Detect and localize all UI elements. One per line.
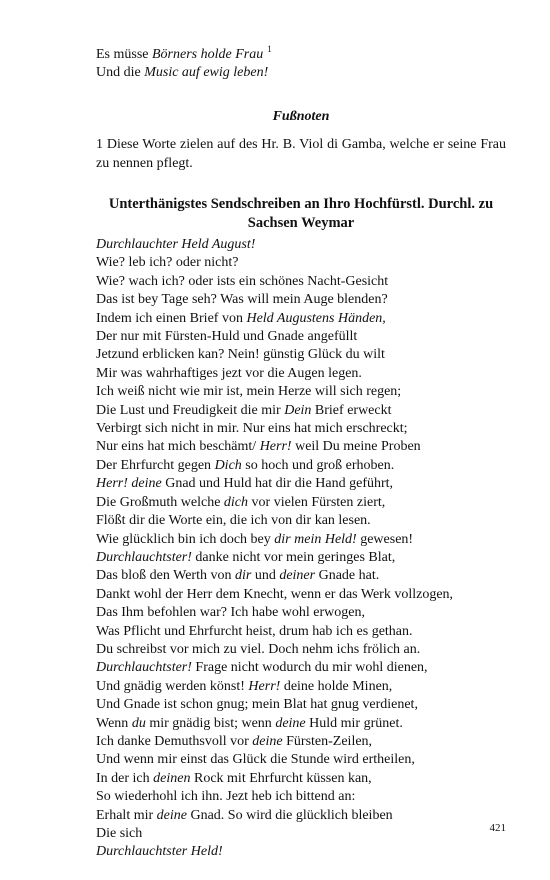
poem-line (96, 807, 453, 825)
text-run: Mir was wahrhaftiges jezt vor die Augen legen. (96, 365, 362, 381)
poem-line (96, 678, 453, 696)
poem-line (96, 475, 453, 493)
text-run: Herr! (259, 439, 292, 455)
text-run: Brief erweckt (311, 402, 392, 418)
poem-line (96, 328, 453, 346)
text-run: Und die (96, 65, 145, 81)
poem-line (96, 254, 453, 272)
text-run: und (251, 568, 280, 584)
text-run: Rock mit Ehrfurcht küssen kan, (190, 770, 372, 786)
poem-line (96, 825, 453, 843)
poem-line (96, 715, 453, 733)
text-run: Durchlauchtster Held! (96, 844, 223, 860)
text-run: Held Augustens Händen, (246, 310, 386, 326)
poem-line (96, 641, 453, 659)
text-run: deinen (153, 770, 191, 786)
text-run: Verbirgt sich nicht in mir. Nur eins hat mich erschreckt; (96, 421, 408, 437)
top-verse (96, 46, 272, 83)
text-run: Gnad. So wird die glücklich bleiben (186, 807, 393, 823)
footnote-text: 1 Diese Worte zielen auf des Hr. B. Viol di Gamba, welche er seine Frau zu nennen pflegt. (96, 137, 506, 171)
text-run: weil Du meine Proben (291, 439, 421, 455)
poem-line (96, 770, 453, 788)
text-run: Flößt dir die Worte ein, die ich von dir kan lesen. (96, 513, 371, 529)
poem-line (96, 365, 453, 383)
text-run: deine (252, 733, 283, 749)
text-run: Dich (214, 457, 242, 473)
text-run: Du schreibst vor mich zu viel. Doch nehm ichs frölich an. (96, 641, 421, 657)
text-run: deiner (279, 568, 316, 584)
text-run: Ich danke Demuthsvoll vor (96, 733, 253, 749)
text-run: Durchlauchter Held August! (96, 237, 256, 252)
text-run: Der Ehrfurcht gegen (96, 457, 215, 473)
poem-line (96, 273, 453, 291)
poem-body (96, 236, 453, 862)
text-run: mir gnädig bist; wenn (145, 715, 276, 731)
text-run: gewesen! (356, 531, 414, 547)
text-run: Wie? wach ich? oder ists ein schönes Nacht-Gesicht (96, 273, 389, 289)
poem-line (96, 310, 453, 328)
poem-line (96, 549, 453, 567)
text-run: Die sich (96, 826, 143, 841)
text-run: Ich weiß nicht wie mir ist, mein Herze will sich regen; (96, 384, 402, 400)
text-run: Durchlauchtster! (96, 660, 192, 676)
text-run: Dein (284, 402, 312, 418)
text-run: so hoch und groß erhoben. (241, 457, 395, 473)
poem-line (96, 383, 453, 401)
text-run: Fürsten-Zeilen, (282, 733, 373, 749)
poem-line (96, 236, 453, 254)
text-run: Der nur mit Fürsten-Huld und Gnade angefüllt (96, 329, 358, 345)
text-run: Wenn (96, 715, 132, 731)
text-run: dir (234, 568, 252, 584)
text-run: deine holde Minen, (280, 678, 393, 694)
text-run: Und wenn mir einst das Glück die Stunde wird ertheilen, (96, 752, 415, 768)
text-run: du (131, 715, 146, 731)
text-run: Wie? leb ich? oder nicht? (96, 255, 239, 271)
poem-line (96, 291, 453, 309)
text-run: Das Ihm befohlen war? Ich habe wohl erwogen, (96, 605, 366, 621)
text-run: Huld mir grünet. (305, 715, 403, 731)
poem-line (96, 604, 453, 622)
poem-line (96, 659, 453, 677)
page-number: 421 (489, 822, 506, 834)
poem-line (96, 512, 453, 530)
poem-line (96, 623, 453, 641)
poem-line (96, 696, 453, 714)
text-run: Das bloß den Werth von (96, 568, 235, 584)
text-run: Die Lust und Freudigkeit die mir (96, 402, 285, 418)
text-run: Und Gnade ist schon gnug; mein Blat hat gnug verdienet, (96, 697, 418, 713)
text-run: vor vielen Fürsten ziert, (248, 494, 386, 510)
text-run: Es müsse (96, 47, 152, 62)
text-run: Indem ich einen Brief von (96, 310, 247, 326)
poem-line (96, 788, 453, 806)
poem-title: Unterthänigstes Sendschreiben an Ihro Hochfürstl. Durchl. zu Sachsen Weymar (108, 196, 494, 231)
text-run: Börners holde Frau (152, 47, 264, 62)
verse-line (96, 46, 272, 64)
text-run: Nur eins hat mich beschämt/ (96, 439, 260, 455)
text-run: Gnad und Huld hat dir die Hand geführt, (161, 476, 394, 492)
text-run: danke nicht vor mein geringes Blat, (191, 549, 396, 565)
poem-line (96, 531, 453, 549)
poem-line (96, 346, 453, 364)
text-run: So wiederhohl ich ihn. Jezt heb ich bittend an: (96, 789, 356, 805)
poem-line (96, 494, 453, 512)
verse-line (96, 64, 272, 82)
poem-line (96, 457, 453, 475)
text-run: Erhalt mir (96, 807, 157, 823)
text-run: deine (275, 715, 306, 731)
text-run: Durchlauchtster! (96, 549, 192, 565)
text-run: Music auf ewig leben! (144, 65, 269, 81)
poem-line (96, 420, 453, 438)
text-run: Und gnädig werden könst! (96, 678, 249, 694)
poem-line (96, 438, 453, 456)
poem-line (96, 567, 453, 585)
text-run: deine (156, 807, 187, 823)
text-run: Jetzund erblicken kan? Nein! günstig Glück du wilt (96, 347, 385, 363)
poem-line (96, 586, 453, 604)
text-run: In der ich (96, 770, 154, 786)
poem-line (96, 733, 453, 751)
text-run: Gnade hat. (315, 568, 380, 584)
text-run: dir mein Held! (274, 531, 357, 547)
poem-line (96, 843, 453, 861)
text-run: Das ist bey Tage seh? Was will mein Auge blenden? (96, 292, 388, 308)
footnote-marker: 1 (267, 44, 272, 54)
text-run: dich (223, 494, 249, 510)
text-run: Was Pflicht und Ehrfurcht heist, drum hab ich es gethan. (96, 623, 413, 639)
text-run: Herr! (248, 678, 281, 694)
text-run: Dankt wohl der Herr dem Knecht, wenn er das Werk vollzogen, (96, 586, 454, 602)
text-run: Herr! deine (96, 476, 162, 492)
text-run: Frage nicht wodurch du mir wohl dienen, (191, 660, 428, 676)
text-run: Wie glücklich bin ich doch bey (96, 531, 275, 547)
poem-line (96, 751, 453, 769)
text-run: Die Großmuth welche (96, 494, 224, 510)
poem-line (96, 402, 453, 420)
footnotes-heading: Fußnoten (272, 109, 330, 124)
